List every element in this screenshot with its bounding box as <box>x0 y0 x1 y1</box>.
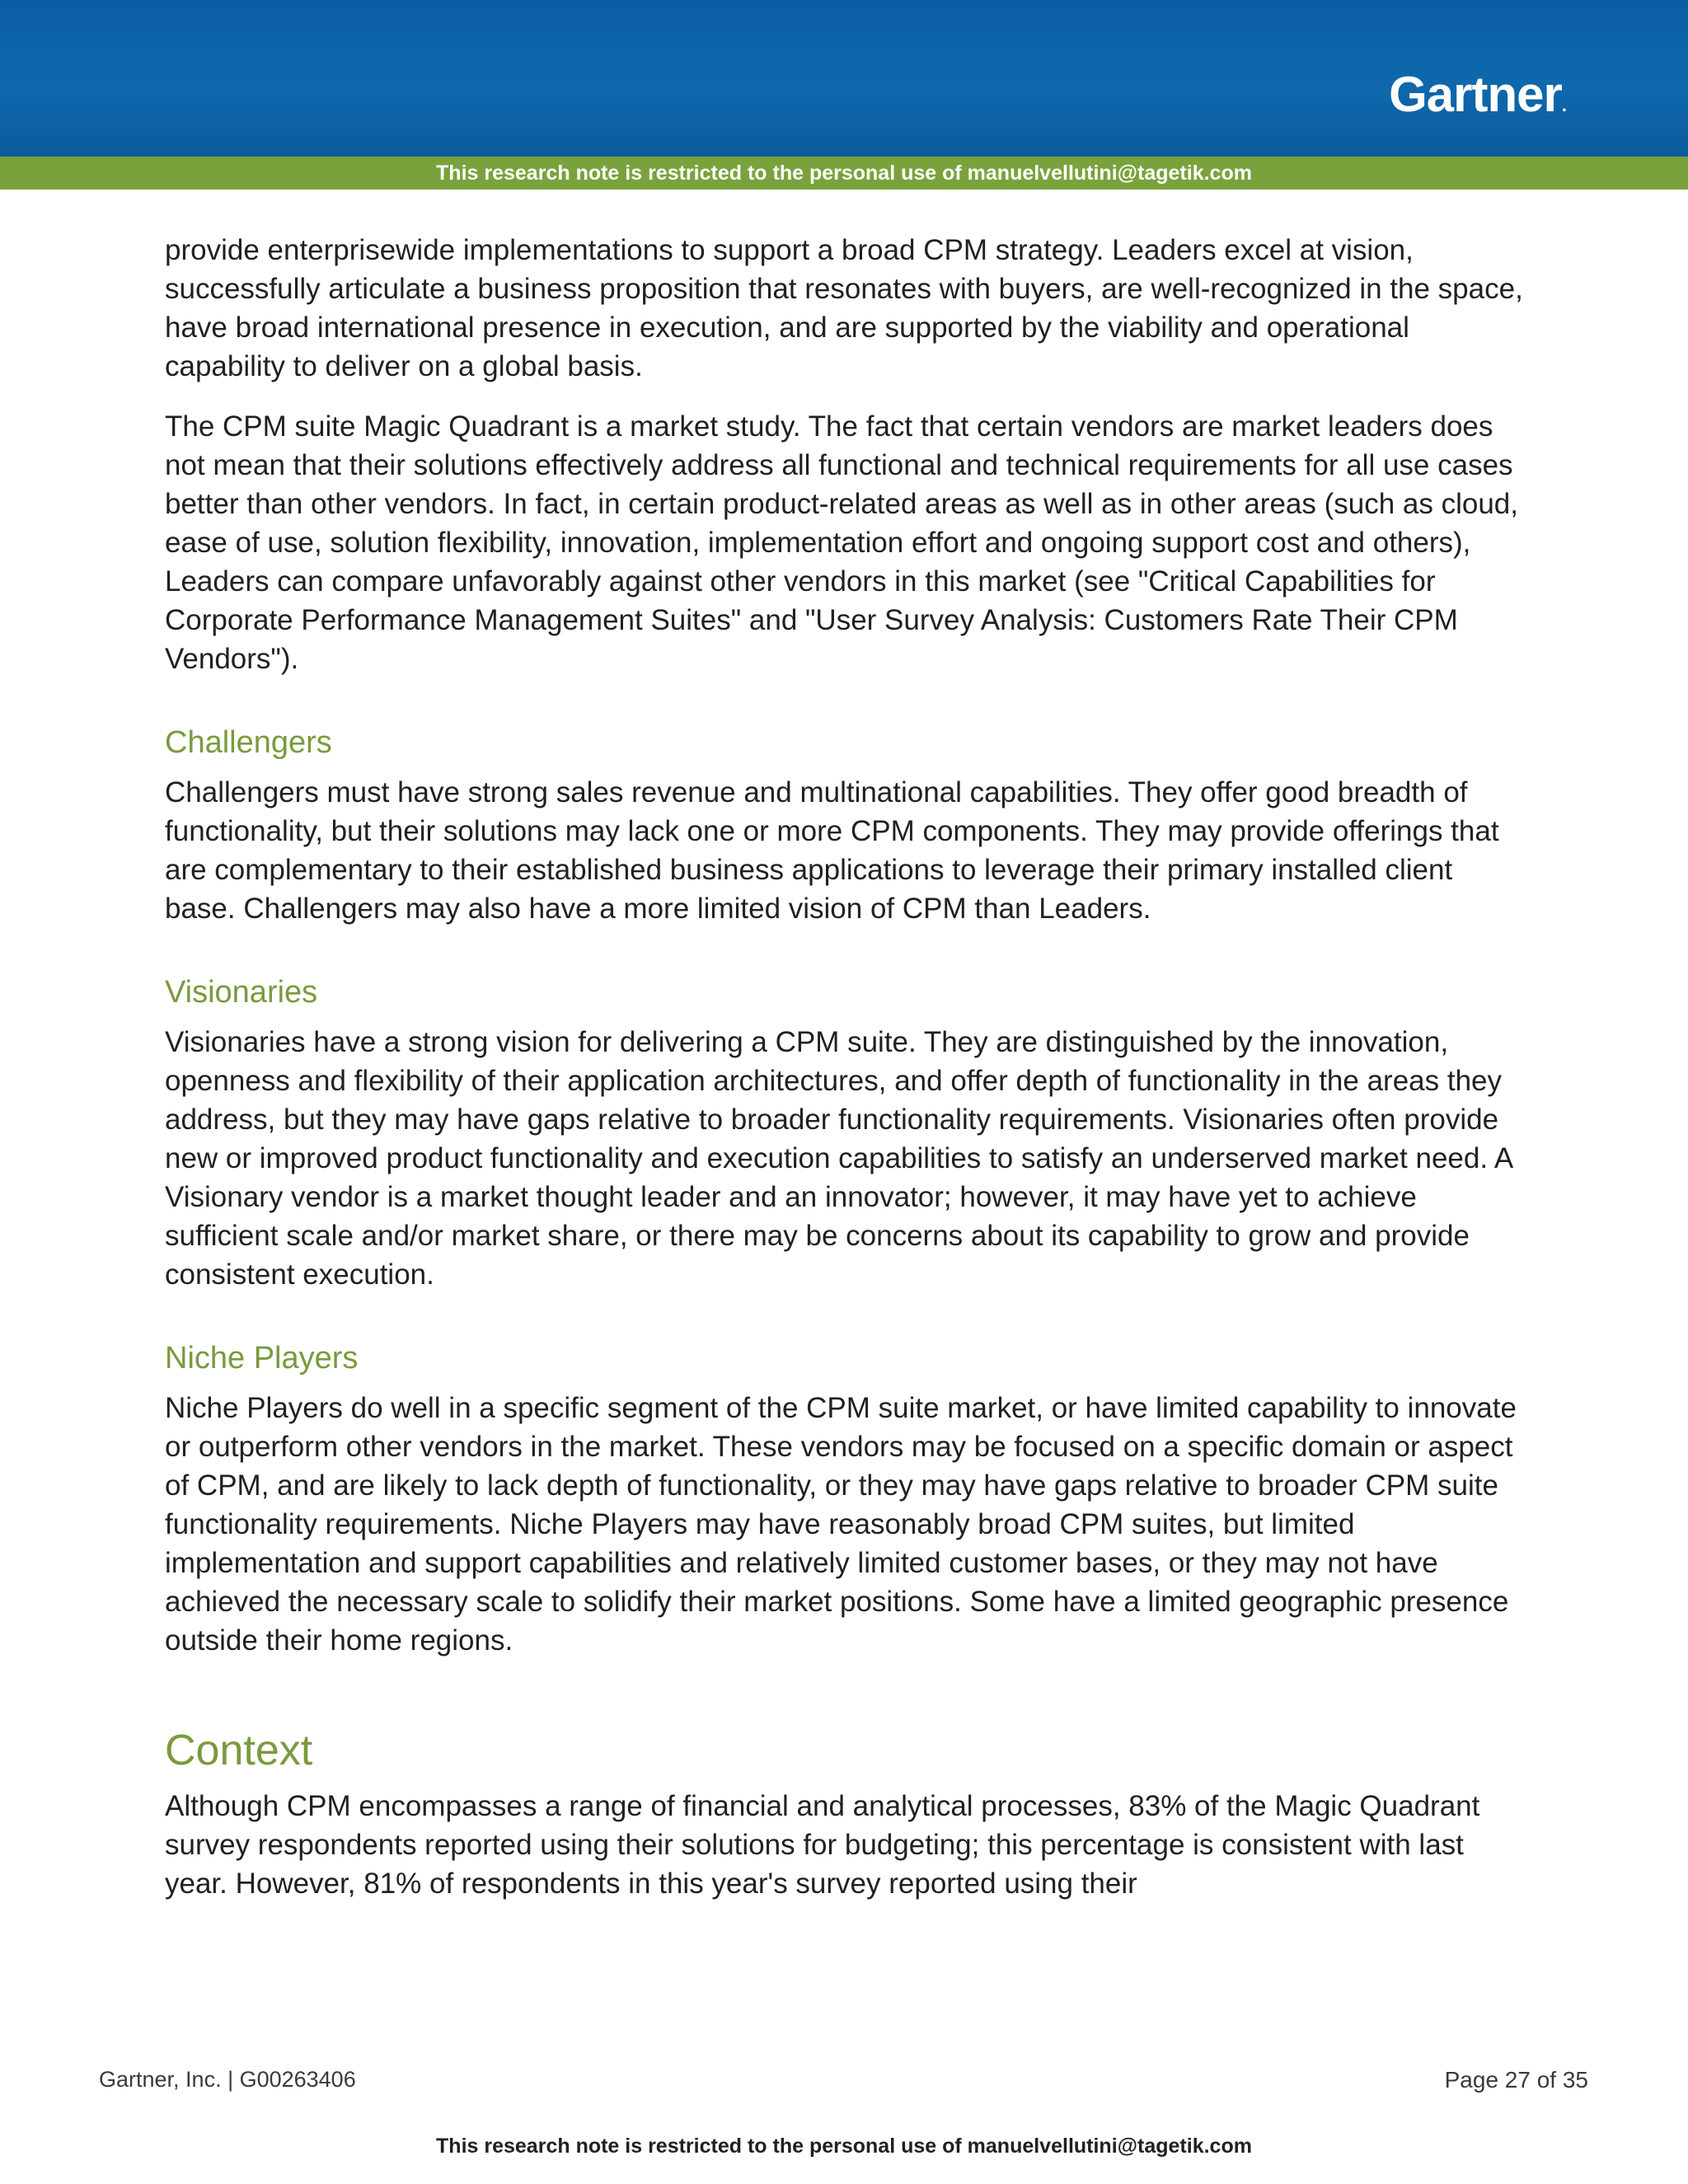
footer-page-number: Page 27 of 35 <box>1444 2067 1588 2093</box>
document-body <box>165 231 1525 1924</box>
heading-niche-players: Niche Players <box>165 1341 359 1376</box>
paragraph-challengers: Challengers must have strong sales revenue and multinational capabilities. They offer good breadth of functionality, but their solutions may lack one or more CPM components. They may provide offerings that are complementary to their established business applications to leverage their primary installed client base. Challengers may also have a more limited vision of CPM than Leaders. <box>165 776 1499 925</box>
footer-doc-id: Gartner, Inc. | G00263406 <box>99 2067 356 2092</box>
restriction-notice-top: This research note is restricted to the personal use of manuelvellutini@tagetik.com <box>436 161 1252 185</box>
heading-context: Context <box>165 1727 313 1774</box>
paragraph-context: Although CPM encompasses a range of financial and analytical processes, 83% of the Magic Quadrant survey respondents reported using their solutions for budgeting; this percentage is consistent with last year. However, 81% of respondents in this year's survey reported using their <box>165 1790 1480 1900</box>
page-header <box>0 0 1688 157</box>
heading-visionaries: Visionaries <box>165 975 318 1010</box>
paragraph-market-study: The CPM suite Magic Quadrant is a market study. The fact that certain vendors are market leaders does not mean that their solutions effectively address all functional and technical requirements for all use cases better than other vendors. In fact, in certain product-related areas as well as in other areas (such as cloud, ease of use, solution flexibility, innovation, implementation effort and ongoing support cost and others), Leaders can compare unfavorably against other vendors in this market (see "Critical Capabilities for Corporate Performance Management Suites" and "User Survey Analysis: Customers Rate Their CPM Vendors"). <box>165 410 1518 675</box>
paragraph-niche-players: Niche Players do well in a specific segment of the CPM suite market, or have limited capability to innovate or outperform other vendors in the market. These vendors may be focused on a specific domain or aspect of CPM, and are likely to lack depth of functionality, or they may have gaps relative to broader CPM suite functionality requirements. Niche Players may have reasonably broad CPM suites, but limited implementation and support capabilities and relatively limited customer bases, or they may not have achieved the necessary scale to solidify their market positions. Some have a limited geographic presence outside their home regions. <box>165 1392 1517 1657</box>
heading-challengers: Challengers <box>165 725 332 760</box>
restriction-notice-bottom: This research note is restricted to the personal use of manuelvellutini@tagetik.com <box>436 2135 1252 2158</box>
restriction-banner <box>0 157 1688 190</box>
paragraph-visionaries: Visionaries have a strong vision for delivering a CPM suite. They are distinguished by the innovation, openness and flexibility of their application architectures, and offer depth of functionality in the areas they address, but they may have gaps relative to broader functionality requirements. Visionaries often provide new or improved product functionality and execution capabilities to satisfy an underserved market need. A Visionary vendor is a market thought leader and an innovator; however, it may have yet to achieve sufficient scale and/or market share, or there may be concerns about its capability to grow and provide consistent execution. <box>165 1026 1512 1291</box>
paragraph-intro: provide enterprisewide implementations to support a broad CPM strategy. Leaders excel at vision, successfully articulate a business proposition that resonates with buyers, are well-recognized in the space, have broad international presence in execution, and are supported by the viability and operational capability to deliver on a global basis. <box>165 234 1523 382</box>
logo-text: Gartner <box>1389 67 1562 122</box>
gartner-logo: Gartner. <box>1389 67 1566 122</box>
